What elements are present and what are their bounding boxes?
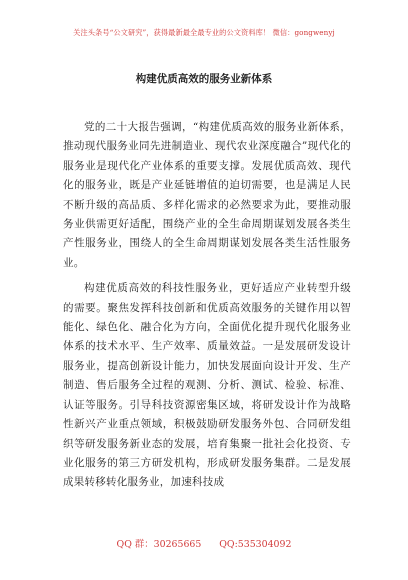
page-footer: QQ 群：30265665 QQ:535304092 [116,539,292,550]
paragraph: 党的二十大报告强调，“构建优质高效的服务业新体系，推动现代服务业同先进制造业、现代农业深度融合”现代化的服务业是现代化产业体系的重要支撑。发展优质高效、现代化的服务业，既是产业延链增值的迫切需要，也是满足人民不断升级的高品质、多样化需求的必然要求为此，要推动服务业供需更好适配，围绕产业的全生命周期谋划发展各类生产性服务业，围绕人的全生命周期谋划发展各类生活性服务业。 [63,121,351,269]
document-body [63,118,351,499]
document-title: 构建优质高效的服务业新体系 [135,73,273,85]
page-header: 关注头条号“公文研究”，获得最新最全最专业的公文资料库！ 微信：gongwenyj [73,28,335,37]
paragraph: 构建优质高效的科技性服务业，更好适应产业转型升级的需要。聚焦发挥科技创新和优质高效服务的关键作用以智能化、绿色化、融合化为方向，全面优化提升现代化服务业体系的技术水平、生产效率、质量效益。一是发展研发设计服务业，提高创新设计能力，加快发展面向设计开发、生产制造、售后服务全过程的观测、分析、测试、检验、标准、认证等服务。引导科技资源密集区域，将研发设计作为战略性新兴产业重点领域，积极鼓励研发服务外包、合同研发组织等研发服务新业态的发展，培育集聚一批社会化投资、专业化服务的第三方研发机构，形成研发服务集群。二是发展成果转移转化服务业，加速科技成 [63,282,351,489]
